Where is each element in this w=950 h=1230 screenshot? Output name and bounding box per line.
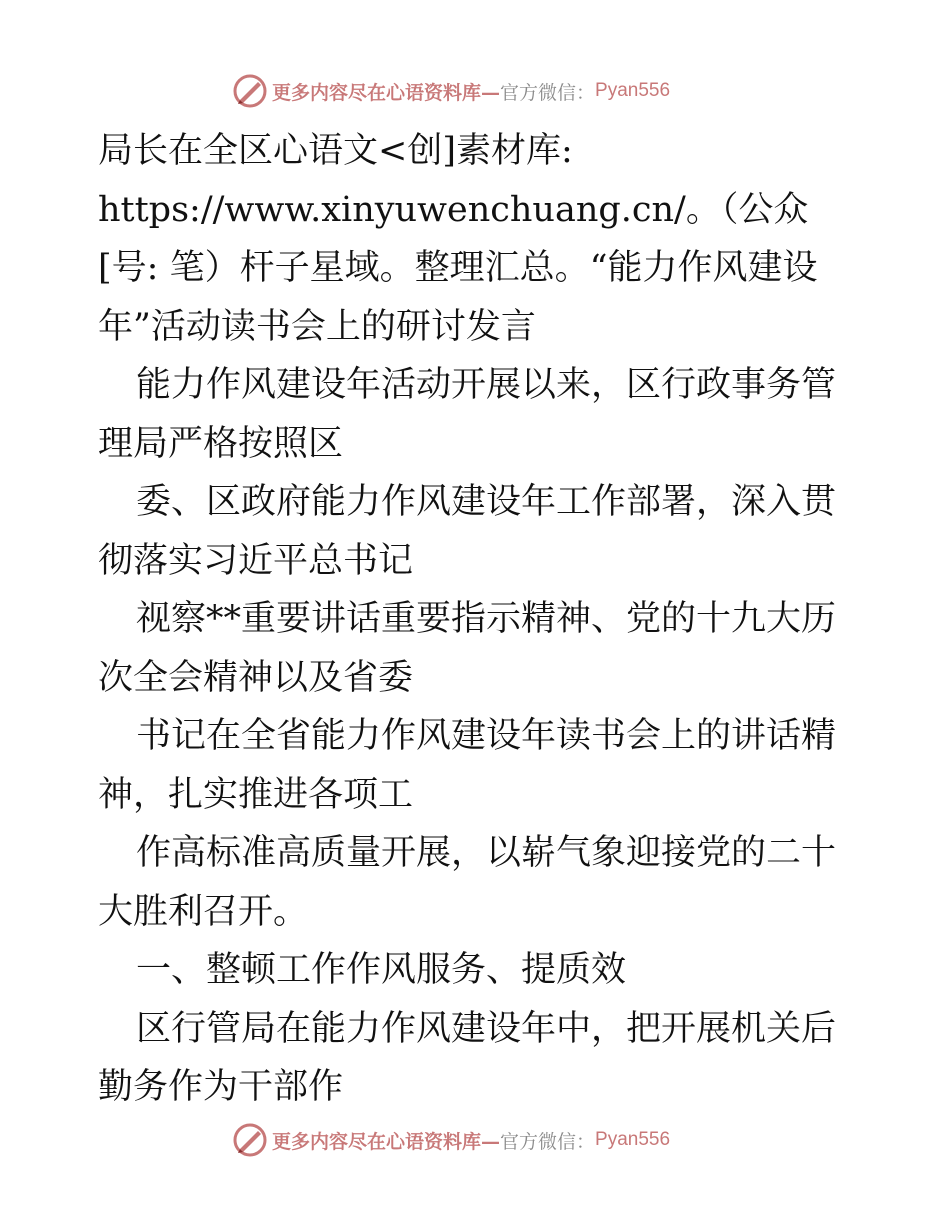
banner-wechat-id: Pyan556 bbox=[595, 1129, 671, 1150]
banner-wechat-id: Pyan556 bbox=[595, 80, 671, 101]
body-paragraph: 视察**重要讲话重要指示精神、党的十九大历次全会精神以及省委 bbox=[98, 599, 837, 698]
document-title-paragraph: 局长在全区心语文<创]素材库: https://www.xinyuwenchuang.cn/。（公众[号: 笔）杆子星域。整理汇总。“能力作风建设年”活动读书会上的研讨发言 bbox=[98, 131, 818, 347]
document-body bbox=[98, 122, 858, 1117]
body-paragraph: 书记在全省能力作风建设年读书会上的讲话精神，扎实推进各项工 bbox=[98, 716, 837, 815]
banner-label: 官方微信： bbox=[500, 81, 596, 104]
body-paragraph: 作高标准高质量开展，以崭气象迎接党的二十大胜利召开。 bbox=[98, 833, 837, 932]
section-heading: 一、整顿工作作风服务、提质效 bbox=[136, 950, 627, 990]
body-paragraph: 委、区政府能力作风建设年工作部署，深入贯彻落实习近平总书记 bbox=[98, 482, 837, 581]
body-paragraph: 区行管局在能力作风建设年中，把开展机关后勤务作为干部作 bbox=[98, 1008, 837, 1107]
banner-label: 官方微信： bbox=[500, 1130, 596, 1153]
pen-circle-logo-icon bbox=[232, 73, 268, 109]
pen-circle-logo-icon bbox=[232, 1122, 268, 1158]
header-banner bbox=[232, 71, 670, 111]
footer-banner bbox=[232, 1120, 670, 1160]
banner-text: 更多内容尽在心语资料库— bbox=[272, 1130, 501, 1153]
body-paragraph: 能力作风建设年活动开展以来，区行政事务管理局严格按照区 bbox=[98, 365, 837, 464]
banner-text: 更多内容尽在心语资料库— bbox=[272, 81, 501, 104]
